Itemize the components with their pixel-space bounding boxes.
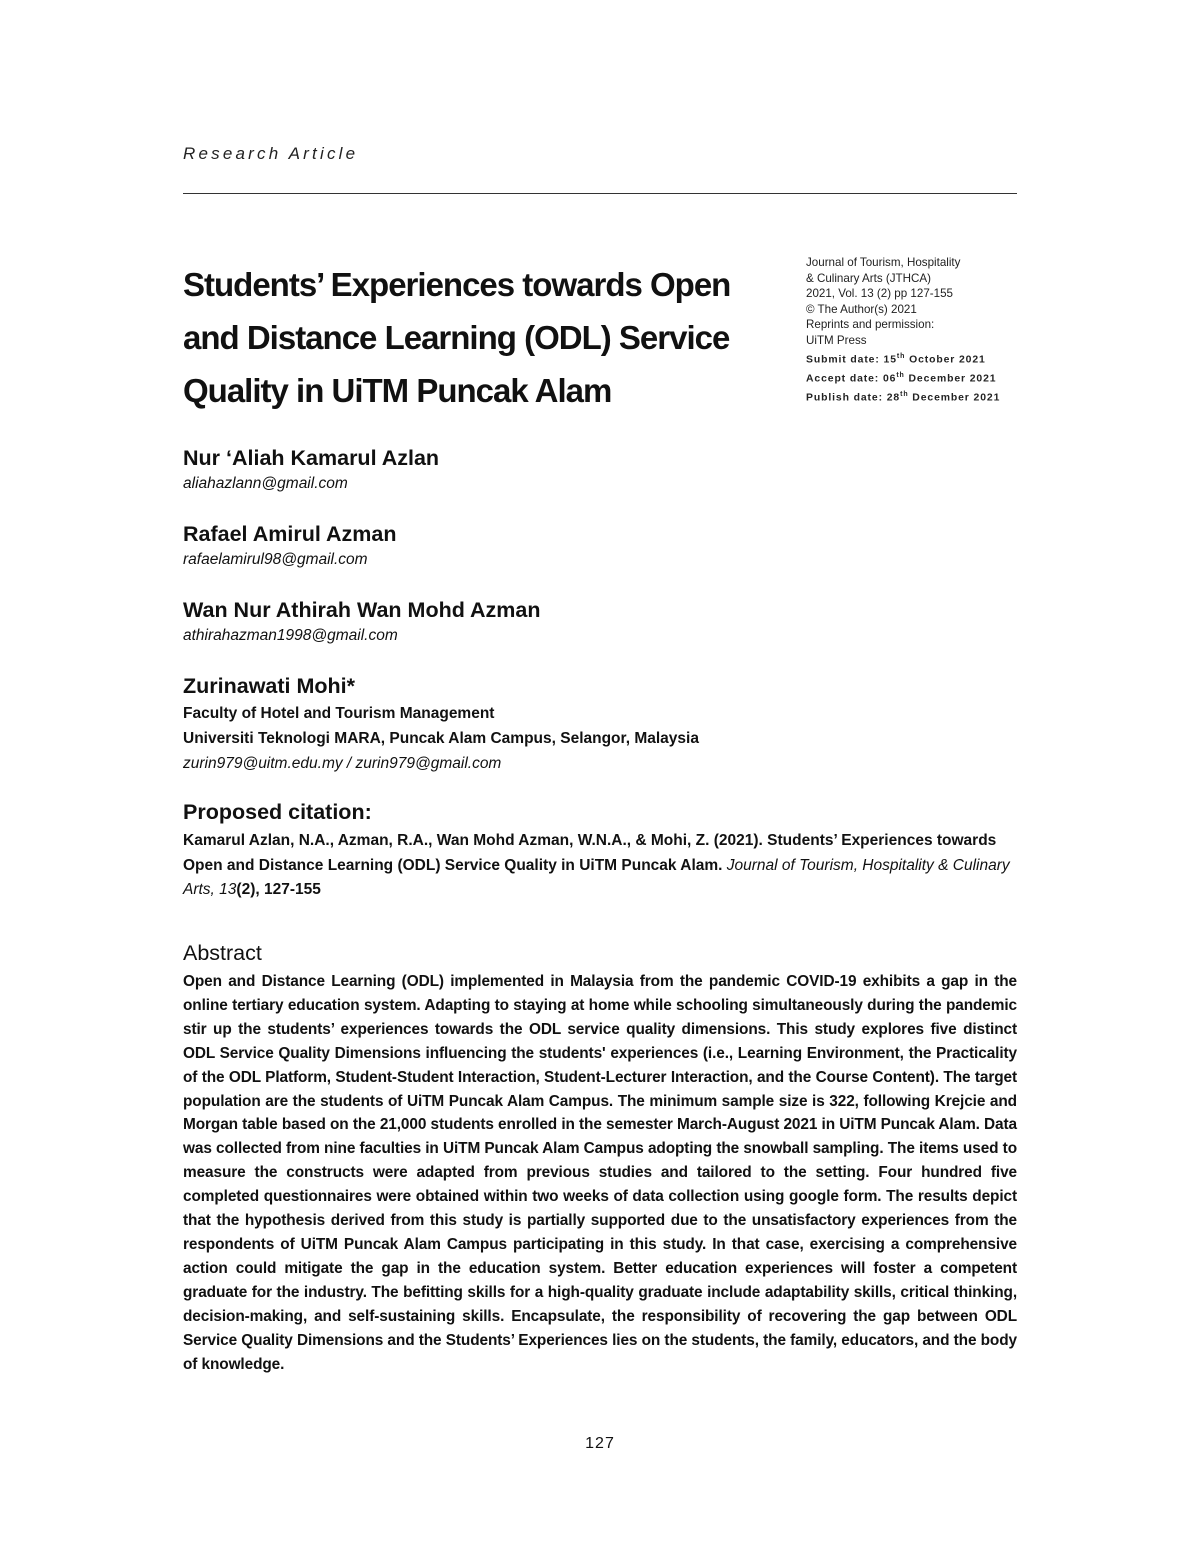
journal-volume: 2021, Vol. 13 (2) pp 127-155 [806, 287, 953, 301]
author-name: Wan Nur Athirah Wan Mohd Azman [183, 598, 541, 622]
journal-name-line-1: Journal of Tourism, Hospitality [806, 256, 961, 269]
submit-date: Submit date: 15th October 2021 [806, 352, 986, 366]
citation-text: Kamarul Azlan, N.A., Azman, R.A., Wan Mohd Azman, W.N.A., & Mohi, Z. (2021). Students’ Experiences towards Open and Distance Learning (ODL) Service Quality in UiTM Puncak Alam. Journal of Tourism, Hospitality & Culinary Arts, 13(2), 127-155 [183, 832, 1010, 899]
journal-name-line-2: & Culinary Arts (JTHCA) [806, 271, 931, 285]
author-list [183, 443, 1017, 800]
author-affiliation-faculty: Faculty of Hotel and Tourism Management [183, 705, 495, 722]
page-number: 127 [585, 1435, 615, 1452]
citation-heading: Proposed citation: [183, 800, 372, 824]
author-affiliation-university: Universiti Teknologi MARA, Puncak Alam Campus, Selangor, Malaysia [183, 730, 699, 747]
copyright-line: © The Author(s) 2021 [806, 302, 917, 316]
header-divider [183, 193, 1017, 194]
abstract-section [183, 938, 1017, 1376]
author-email[interactable]: aliahazlann@gmail.com [183, 475, 348, 492]
author-name: Rafael Amirul Azman [183, 522, 397, 546]
author-entry [183, 671, 1017, 776]
author-email[interactable]: rafaelamirul98@gmail.com [183, 551, 368, 568]
accept-date: Accept date: 06th December 2021 [806, 371, 997, 385]
author-email[interactable]: zurin979@uitm.edu.my / zurin979@gmail.com [183, 755, 502, 772]
publisher-name: UiTM Press [806, 333, 867, 347]
journal-info-block [806, 255, 1026, 406]
article-type-label: Research Article [183, 144, 359, 163]
paper-title: Students’ Experiences towards Open and Distance Learning (ODL) Service Quality in UiTM Puncak Alam [183, 266, 731, 409]
author-email[interactable]: athirahazman1998@gmail.com [183, 627, 398, 644]
author-entry [183, 595, 1017, 647]
abstract-heading: Abstract [183, 941, 262, 965]
abstract-text: Open and Distance Learning (ODL) implemented in Malaysia from the pandemic COVID-19 exhibits a gap in the online tertiary education system. Adapting to staying at home while schooling simultaneously during the pandemic stir up the students’ experiences towards the ODL service quality dimensions. This study explores five distinct ODL Service Quality Dimensions influencing the students' experiences (i.e., Learning Environment, the Practicality of the ODL Platform, Student-Student Interaction, Student-Lecturer Interaction, and the Course Content). The target population are the students of UiTM Puncak Alam Campus. The minimum sample size is 322, following Krejcie and Morgan table based on the 21,000 students enrolled in the semester March-August 2021 in UiTM Puncak Alam. Data was collected from nine faculties in UiTM Puncak Alam Campus adopting the snowball sampling. The items used to measure the constructs were adapted from previous studies and tailored to the setting. Four hundred five completed questionnaires were obtained within two weeks of data collection using google form. The results depict that the hypothesis derived from this study is partially supported due to the unsatisfactory experiences from the respondents of UiTM Puncak Alam Campus participating in this study. In that case, exercising a comprehensive action could mitigate the gap in the education system. Better education experiences will foster a competent graduate for the industry. The befitting skills for a high-quality graduate include adaptability skills, critical thinking, decision-making, and self-sustaining skills. Encapsulate, the responsibility of recovering the gap between ODL Service Quality Dimensions and the Students’ Experiences lies on the students, the family, educators, and the body of knowledge. [183, 973, 1017, 1373]
author-entry [183, 519, 1017, 571]
author-name: Zurinawati Mohi* [183, 674, 355, 698]
author-entry [183, 443, 1017, 495]
author-name: Nur ‘Aliah Kamarul Azlan [183, 446, 440, 470]
publish-date: Publish date: 28th December 2021 [806, 390, 1001, 404]
proposed-citation-section [183, 797, 1017, 903]
reprints-label: Reprints and permission: [806, 318, 935, 332]
